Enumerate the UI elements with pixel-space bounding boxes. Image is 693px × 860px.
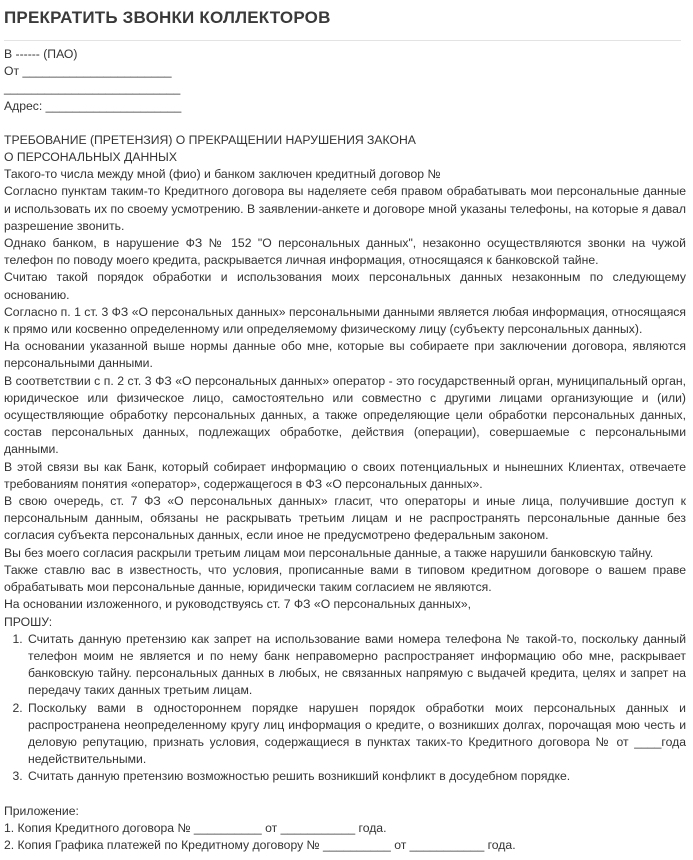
body-paragraph: Однако банком, в нарушение ФЗ № 152 "О персональных данных", незаконно осуществляются звонки на чужой телефон по поводу моего кредита, раскрывается личная информация, относящаяся к банковской тайне. [4, 236, 686, 268]
request-item: 1. Считать данную претензию как запрет на использование вами номера телефона № такой-то, поскольку данный телефон моим не является и по нему банк неправомерно распространяет информацию обо мне, раскрывает банковскую тайну. персональных данных в любых, не связанных напрямую с выдачей кредита, целях и запрет на передачу таких данных третьим лицам. [26, 631, 686, 700]
request-item: 2. Поскольку вами в одностороннем порядке нарушен порядок обработки моих персональных данных и распространена неопределенному кругу лиц информация о кредите, о возникших долгах, порочащая мою честь и деловую репутацию, признать условия, содержащиеся в пунктах таких-то Кредитного договора № от ____года недействительными. [26, 700, 686, 769]
blank-line: __________________________ [4, 81, 181, 96]
request-item: 3. Считать данную претензию возможностью решить возникший конфликт в досудебном порядке. [26, 768, 686, 785]
body-paragraph: В свою очередь, ст. 7 ФЗ «О персональных данных» гласит, что операторы и иные лица, получившие доступ к персональным данным, обязаны не раскрывать третьим лицам и не распространять персональные данные без согласия субъекта персональных данных, если иное не предусмотрено федеральным законом. [4, 494, 686, 543]
recipient-line: В ------ (ПАО) [4, 47, 78, 61]
attachment-item: 1. Копия Кредитного договора № __________ от ___________ года. [4, 820, 387, 835]
body-paragraph: Согласно п. 1 ст. 3 ФЗ «О персональных данных» персональными данными является любая информация, относящаяся к прямо или косвенно определенному или определяемому физическому лицу (субъекту персональных данных). [4, 304, 686, 337]
attachment-item: 2. Копия Графика платежей по Кредитному договору № __________ от ___________ года. [4, 837, 516, 852]
sender-line: От ______________________ [4, 64, 172, 79]
request-list [4, 631, 686, 786]
body-paragraph: Такого-то числа между мной (фио) и банком заключен кредитный договор № [4, 167, 441, 182]
body-paragraph: В этой связи вы как Банк, который собирает информацию о своих потенциальных и нынешних Клиентах, отвечаете требованиям понятия «оператор», содержащегося в ФЗ «О персональных данных». [4, 459, 686, 491]
request-heading: ПРОШУ: [4, 614, 53, 629]
attachments-heading: Приложение: [4, 803, 79, 818]
address-line: Адрес: ____________________ [4, 98, 182, 113]
document-title-line2: О ПЕРСОНАЛЬНЫХ ДАННЫХ [4, 150, 177, 165]
page-title: ПРЕКРАТИТЬ ЗВОНКИ КОЛЛЕКТОРОВ [4, 8, 331, 27]
spacer [4, 786, 686, 803]
letter-document [4, 46, 686, 854]
body-paragraph: В соответствии с п. 2 ст. 3 ФЗ «О персональных данных» оператор - это государственный орган, муниципальный орган, юридическое или физическое лицо, самостоятельно или совместно с другими лицами организующие и (или) осуществляющие обработку персональных данных, а также определяющие цели обработки персональных данных, состав персональных данных, подлежащих обработке, действия (операции), совершаемые с персональными данными. [4, 373, 686, 457]
document-title-line1: ТРЕБОВАНИЕ (ПРЕТЕНЗИЯ) О ПРЕКРАЩЕНИИ НАРУШЕНИЯ ЗАКОНА [4, 132, 416, 147]
body-paragraph: Вы без моего согласия раскрыли третьим лицам мои персональные данные, а также нарушили банковскую тайну. [4, 545, 654, 560]
body-paragraph: На основании изложенного, и руководствуясь ст. 7 ФЗ «О персональных данных», [4, 597, 472, 612]
title-divider [4, 40, 681, 41]
body-paragraph: Согласно пунктам таким-то Кредитного договора вы наделяете себя правом обрабатывать мои персональные данные и использовать их по своему усмотрению. В заявлении-анкете и договоре мной указаны телефоны, на которые я давал разрешение звонить. [4, 184, 686, 233]
spacer [4, 115, 686, 132]
body-paragraph: На основании указанной выше нормы данные обо мне, которые вы собираете при заключении договора, являются персональными данными. [4, 339, 686, 371]
body-paragraph: Считаю такой порядок обработки и использования моих персональных данных незаконным по следующему основанию. [4, 270, 686, 302]
body-paragraph: Также ставлю вас в известность, что условия, прописанные вами в типовом кредитном договоре о вашем праве обрабатывать мои персональные данные, юридически таким согласием не являются. [4, 562, 686, 595]
